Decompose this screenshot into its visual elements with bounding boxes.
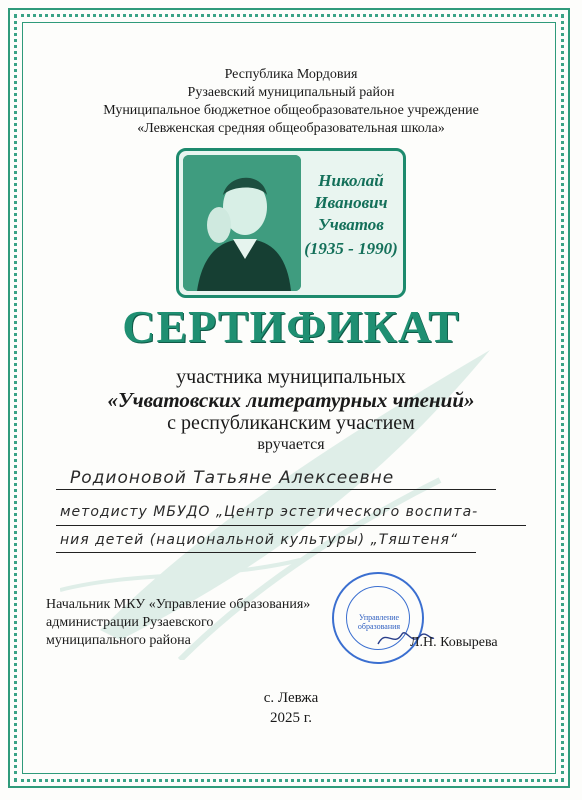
recipient-underline (56, 489, 496, 490)
body-line-3: с республиканским участием (167, 412, 415, 434)
recipient-position-1: методисту МБУДО „Центр эстетического воспита- (60, 504, 479, 520)
stamp-label: Управление образования (357, 613, 401, 631)
footer-year: 2025 г. (270, 710, 312, 726)
portrait-photo (183, 155, 301, 291)
recipient-name: Родионовой Татьяне Алексеевне (70, 468, 395, 488)
body-line-1: участника муниципальных (176, 366, 406, 388)
portrait-name-1: Николай (318, 171, 384, 190)
header-line-2: Рузаевский муниципальный район (187, 85, 395, 100)
footer-place: с. Левжа (263, 690, 319, 706)
signer-line-3: муниципального района (46, 633, 191, 648)
header-line-4: «Левженская средняя общеобразовательная школа» (137, 121, 445, 136)
position-underline-1 (56, 525, 526, 526)
portrait-name-2: Иванович (314, 193, 388, 212)
position-underline-2 (56, 552, 476, 553)
recipient-position-2: ния детей (национальной культуры) „Тяштеня“ (60, 532, 459, 548)
signer-line-2: администрации Рузаевского (46, 615, 214, 630)
portrait-years: (1935 - 1990) (304, 239, 398, 258)
event-name: «Учватовских литературных чтений» (107, 388, 475, 412)
portrait-name-3: Учватов (318, 215, 384, 234)
body-line-4: вручается (257, 436, 325, 453)
certificate-title: СЕРТИФИКАТ (122, 301, 460, 352)
header-line-1: Республика Мордовия (224, 67, 358, 82)
portrait-panel (176, 148, 406, 298)
signer-line-1: Начальник МКУ «Управление образования» (46, 597, 311, 612)
header-line-3: Муниципальное бюджетное общеобразовательное учреждение (103, 103, 479, 118)
signer-name: Л.Н. Ковырева (410, 635, 498, 650)
